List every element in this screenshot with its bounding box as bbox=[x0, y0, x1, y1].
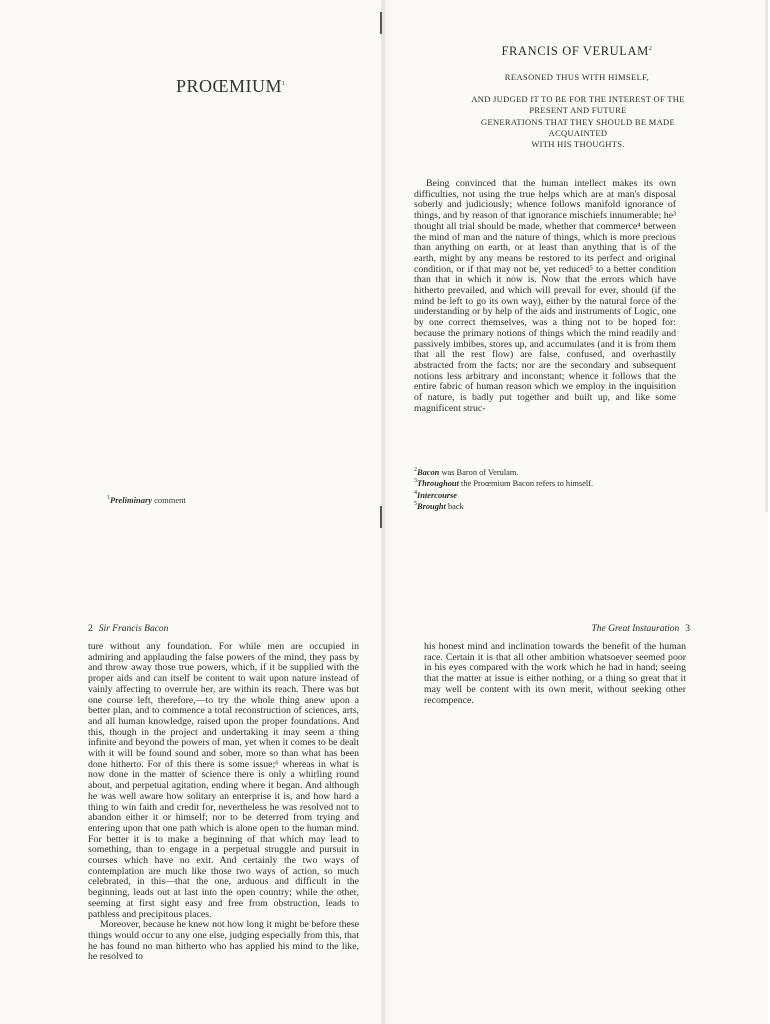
running-head bbox=[88, 624, 168, 634]
top-spread bbox=[0, 0, 768, 512]
footnote-item: $^3$Throughout the Proœmium Bacon refers to himself. bbox=[414, 478, 594, 489]
page-number: 3 bbox=[685, 624, 690, 634]
gutter-mark bbox=[380, 12, 382, 34]
proemium-footnote: $^1$Preliminary comment bbox=[107, 495, 186, 505]
proemium-title-note: 1. bbox=[282, 81, 288, 87]
section-subtitle-block: AND JUDGED IT TO BE FOR THE INTEREST OF THE PRESENT AND FUTURE GENERATIONS THAT THEY SHOULD BE MADE ACQUAINTED WITH HIS THOUGHTS. bbox=[471, 94, 685, 150]
paragraph: ture without any foundation. For while men are occupied in admiring and applauding the false powers of the mind, they pass by and throw away those true powers, which, if it be supplied with the proper aids and can itself be content to wait upon nature instead of vainly affecting to overrule her, are within its reach. There was but one course left, therefore,—to try the whole thing anew upon a better plan, and to commence a total reconstruction of sciences, arts, and all human knowledge, raised upon the proper foundations. And this, though in the project and undertaking it may seem a thing infinite and beyond the powers of man, yet when it comes to be dealt with it will be found sound and sober, more so than what has been done hitherto. For of this there is some issue;⁶ whereas in what is now done in the matter of science there is only a whirling round about, and perpetual agitation, ending where it began. And although he was well aware how solitary an enterprise it is, and how hard a thing to win faith and credit for, nevertheless he was resolved not to abandon either it or himself; nor to be deterred from trying and entering upon that one path which is alone open to the human mind. For better it is to make a beginning of that which may lead to something, than to engage in a perpetual struggle and pursuit in courses which have no exit. And certainly the two ways of contemplation are much like those two ways of action, so much celebrated, in this—that the one, arduous and difficult in the beginning, leads out at last into the open country; while the other, seeming at first sight easy and free from obstruction, leads to pathless and precipitous places. bbox=[88, 641, 359, 920]
page-3 bbox=[384, 512, 768, 1024]
body-text: his honest mind and inclination towards the benefit of the human race. Certain it is that all other ambition whatsoever seemed poor in his eyes compared with the work which he had in hand; seeing that the matter at issue is either nothing, or a thing so great that it may well be content with its own merit, without seeking other recompence. bbox=[424, 641, 686, 706]
gutter-mark bbox=[380, 506, 382, 528]
page-2 bbox=[0, 512, 384, 1024]
page-edge bbox=[765, 0, 768, 512]
gutter bbox=[384, 512, 390, 1024]
body-text: Being convinced that the human intellect makes its own difficulties, not using the true helps which are at man's disposal soberly and judiciously; whence follows manifold ignorance of things, and by reason of that ignorance mischiefs innumerable; he³ thought all trial should be made, whether that commerce⁴ between the mind of man and the nature of things, which is more precious than anything on earth, or at least than anything that is of the earth, might by any means be restored to its perfect and original condition, or if that may not be, yet reduced⁵ to a better condition than that in which it now is. Now that the errors which have hitherto prevailed, and which will prevail for ever, should (if the mind be left to go its own way), either by the natural force of the understanding or by help of the aids and instruments of Logic, one by one correct themselves, was a thing not to be hoped for: because the primary notions of things which the mind readily and passively imbibes, stores up, and accumulates (and it is from them that all the rest flow) are false, confused, and overhastily abstracted from the facts; nor are the secondary and subsequent notions less arbitrary and inconstant; whence it follows that the entire fabric of human reason which we employ in the inquisition of nature, is badly put together and built up, and like some magnificent struc- bbox=[414, 178, 676, 414]
running-head-title: The Great Instauration bbox=[591, 624, 680, 634]
footnote-term: Preliminary bbox=[110, 495, 153, 505]
footnotes bbox=[414, 466, 684, 512]
section-title: FRANCIS OF VERULAM$^2$ bbox=[501, 44, 653, 58]
body-text bbox=[88, 642, 359, 963]
section-subtitle: REASONED THUS WITH HIMSELF, bbox=[504, 72, 650, 82]
footnote-item: $^4$Intercourse bbox=[414, 489, 458, 500]
page-proemium bbox=[0, 0, 384, 512]
page-number: 2 bbox=[88, 624, 93, 634]
footnote-item: $^5$Brought back bbox=[414, 501, 464, 511]
bottom-spread bbox=[0, 512, 768, 1024]
proemium-title: $PROŒMIUM^{1.}$ bbox=[176, 76, 288, 96]
paragraph: Moreover, because he knew not how long it might be before these things would occur to any one else, judging especially from this, that he has found no man hitherto who has applied his mind to the like, he resolved to bbox=[88, 919, 359, 963]
footnote-item: $^2$Bacon was Baron of Verulam. bbox=[414, 467, 519, 477]
running-head-title: Sir Francis Bacon bbox=[98, 624, 169, 634]
running-head bbox=[591, 624, 690, 634]
page-francis-of-verulam bbox=[384, 0, 768, 512]
